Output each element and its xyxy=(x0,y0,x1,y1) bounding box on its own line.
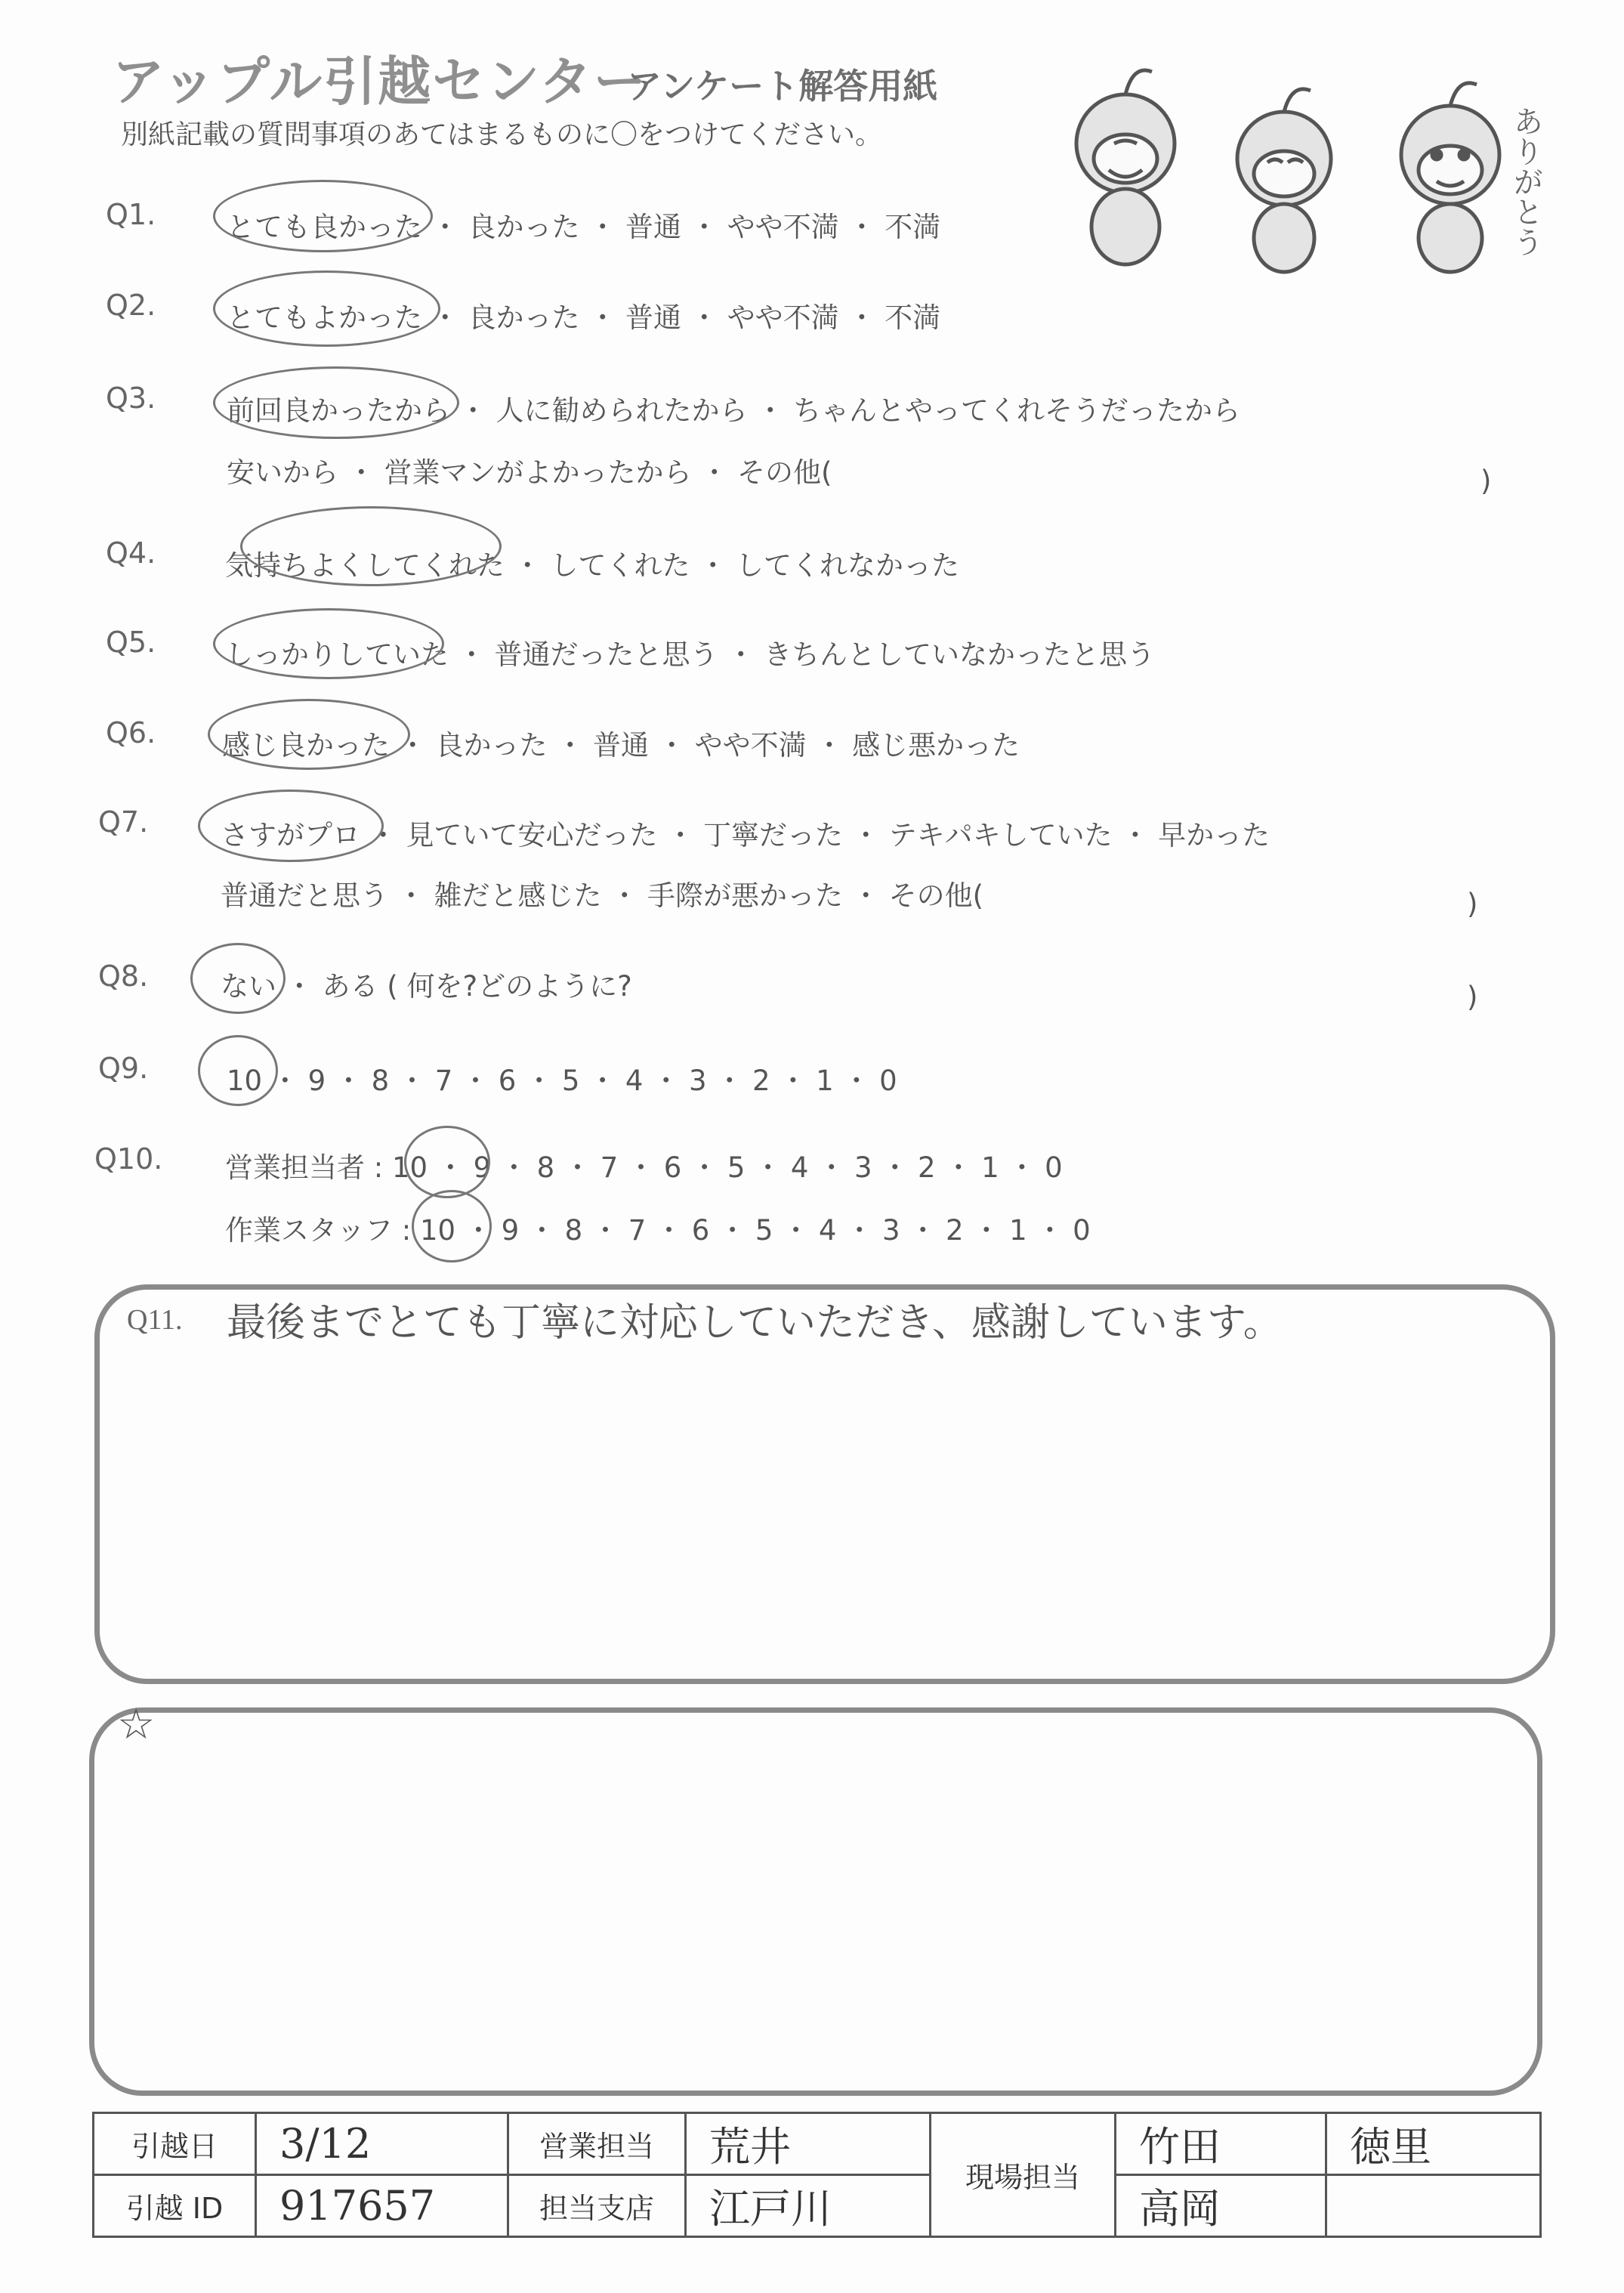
mascot-thanks-text: ありがとう xyxy=(1508,106,1543,257)
move-date-label: 引越日 xyxy=(94,2113,256,2175)
monkey-mascots-illustration xyxy=(1042,60,1571,280)
q9-label: Q9. xyxy=(98,1052,149,1085)
q7-label: Q7. xyxy=(98,805,149,839)
star-comment-box xyxy=(89,1707,1542,2096)
q4-options: 気持ちよくしてくれた ・ してくれた ・ してくれなかった xyxy=(225,549,960,582)
q7-options-line1: さすがプロ ・ 見ていて安心だった ・ 丁寧だった ・ テキパキしていた ・ 早かった xyxy=(221,819,1270,851)
q10-label: Q10. xyxy=(94,1142,163,1176)
site-staff-4-value xyxy=(1326,2175,1541,2237)
q10-sales-options: 営業担当者 : 10 ・ 9 ・ 8 ・ 7 ・ 6 ・ 5 ・ 4 ・ 3 ・ 2 ・ 1 ・ 0 xyxy=(225,1151,1063,1184)
q6-label: Q6. xyxy=(106,716,156,749)
q7-selected-circle xyxy=(198,790,384,862)
move-id-label: 引越 ID xyxy=(94,2175,256,2237)
q8-close: ) xyxy=(1467,981,1478,1013)
q10-staff-selected-circle xyxy=(412,1190,492,1262)
site-staff-3-value: 徳里 xyxy=(1326,2113,1541,2175)
q3-options-line2: 安いから ・ 営業マンがよかったから ・ その他( xyxy=(227,456,832,489)
q10-sales-selected-circle xyxy=(404,1126,490,1198)
q6-selected-circle xyxy=(208,699,410,770)
q2-selected-circle xyxy=(213,270,440,347)
monkey-mascot-2 xyxy=(1237,89,1331,272)
q9-options: 10 ・ 9 ・ 8 ・ 7 ・ 6 ・ 5 ・ 4 ・ 3 ・ 2 ・ 1 ・ 0 xyxy=(227,1065,897,1097)
q7-options-line2: 普通だと思う ・ 雑だと感じた ・ 手際が悪かった ・ その他( xyxy=(221,879,984,912)
site-staff-1-value: 竹田 xyxy=(1116,2113,1326,2175)
q11-label: Q11. xyxy=(127,1304,183,1336)
q9-selected-circle xyxy=(198,1035,278,1106)
q11-handwritten-answer: 最後までとても丁寧に対応していただき、感謝しています。 xyxy=(227,1300,1283,1346)
q1-label: Q1. xyxy=(106,198,156,231)
q2-label: Q2. xyxy=(106,289,156,322)
q3-other-close: ) xyxy=(1480,465,1492,497)
q4-label: Q4. xyxy=(106,536,156,570)
q6-options: 感じ良かった ・ 良かった ・ 普通 ・ やや不満 ・ 感じ悪かった xyxy=(222,729,1020,762)
sales-label: 営業担当 xyxy=(508,2113,686,2175)
q3-label: Q3. xyxy=(106,382,156,415)
q3-options-line1: 前回良かったから ・ 人に勧められたから ・ ちゃんとやってくれそうだったから xyxy=(227,394,1241,427)
q8-selected-circle xyxy=(190,943,286,1014)
q5-options: しっかりしていた ・ 普通だったと思う ・ きちんとしていなかったと思う xyxy=(225,638,1156,671)
move-id-value: 917657 xyxy=(256,2175,508,2237)
q4-selected-circle xyxy=(240,506,502,586)
form-title: アップル引越センター xyxy=(112,51,648,113)
form-subtitle: アンケート解答用紙 xyxy=(627,66,938,107)
q7-other-close: ) xyxy=(1467,888,1478,920)
q8-options: ない ・ ある ( 何を?どのように? xyxy=(221,970,632,1003)
q10-staff-options: 作業スタッフ : 10 ・ 9 ・ 8 ・ 7 ・ 6 ・ 5 ・ 4 ・ 3 ・ 2 ・ 1 ・ 0 xyxy=(225,1214,1091,1247)
sales-person-value: 荒井 xyxy=(686,2113,931,2175)
q2-options: とてもよかった ・ 良かった ・ 普通 ・ やや不満 ・ 不満 xyxy=(227,301,941,334)
monkey-mascot-1 xyxy=(1076,70,1175,264)
branch-value: 江戸川 xyxy=(686,2175,931,2237)
q1-options: とても良かった ・ 良かった ・ 普通 ・ やや不満 ・ 不満 xyxy=(227,211,941,243)
branch-label: 担当支店 xyxy=(508,2175,686,2237)
q5-selected-circle xyxy=(213,608,444,679)
site-staff-2-value: 高岡 xyxy=(1116,2175,1326,2237)
q1-selected-circle xyxy=(213,180,433,252)
q3-selected-circle xyxy=(213,366,459,439)
star-icon: ☆ xyxy=(117,1700,156,1749)
monkey-mascot-3 xyxy=(1401,83,1499,272)
q5-label: Q5. xyxy=(106,626,156,659)
move-date-value: 3/12 xyxy=(256,2113,508,2175)
move-info-table xyxy=(92,2112,1542,2238)
q8-label: Q8. xyxy=(98,960,149,993)
instruction-text: 別紙記載の質問事項のあてはまるものに〇をつけてください。 xyxy=(121,119,883,150)
site-staff-label: 現場担当 xyxy=(931,2113,1116,2237)
